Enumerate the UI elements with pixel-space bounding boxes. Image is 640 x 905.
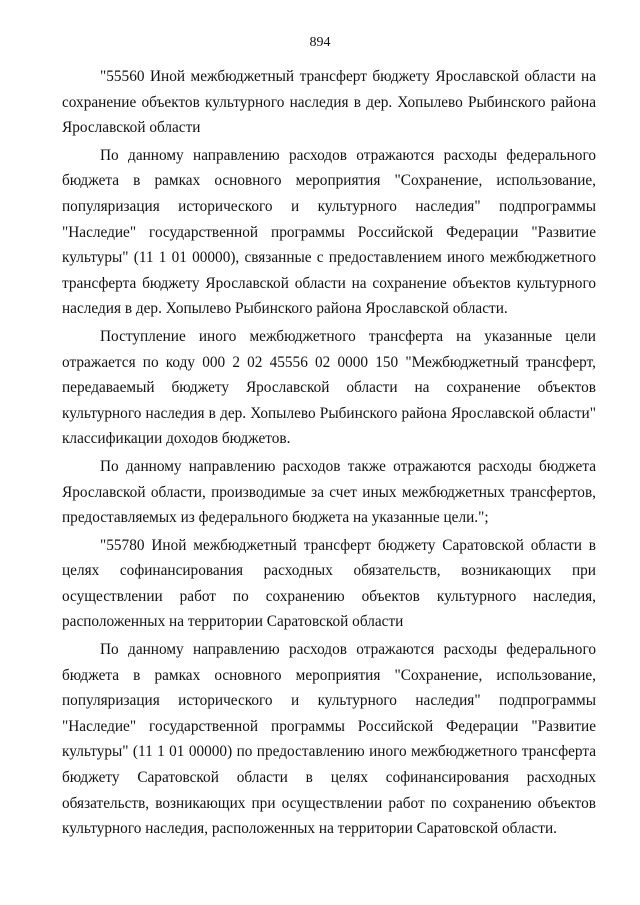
paragraph-55560-income-code: Поступление иного межбюджетного трансферта на указанные цели отражается по коду 000 2 02 45556 02 0000 150 "Межбюджетный трансферт, передаваемый бюджету Ярославской области на сохранение объектов культурного наследия в дер. Хопылево Рыбинского района Ярославской области" классификации доходов бюджетов. — [62, 327, 596, 448]
document-body — [62, 64, 596, 842]
paragraph-55780-title: "55780 Иной межбюджетный трансферт бюджету Саратовской области в целях софинансирования расходных обязательств, возникающих при осуществлении работ по сохранению объектов культурного наследия, расположенных на территории Саратовской области — [62, 536, 596, 631]
paragraph-55560-expenses: По данному направлению расходов отражаются расходы федерального бюджета в рамках основного мероприятия "Сохранение, использование, популяризация исторического и культурного наследия" подпрограммы "Наследие" государственной программы Российской Федерации "Развитие культуры" (11 1 01 00000), связанные с предоставлением иного межбюджетного трансферта бюджету Ярославской области на сохранение объектов культурного наследия в дер. Хопылево Рыбинского района Ярославской области. — [62, 146, 596, 318]
paragraph-55560-regional-expenses: По данному направлению расходов также отражаются расходы бюджета Ярославской области, производимые за счет иных межбюджетных трансфертов, предоставляемых из федерального бюджета на указанные цели."; — [62, 457, 596, 527]
page-number: 894 — [309, 35, 331, 50]
paragraph-55780-expenses: По данному направлению расходов отражаются расходы федерального бюджета в рамках основного мероприятия "Сохранение, использование, популяризация исторического и культурного наследия" подпрограммы "Наследие" государственной программы Российской Федерации "Развитие культуры" (11 1 01 00000) по предоставлению иного межбюджетного трансферта бюджету Саратовской области в целях софинансирования расходных обязательств, возникающих при осуществлении работ по сохранению объектов культурного наследия, расположенных на территории Саратовской области. — [62, 641, 596, 838]
paragraph-55560-title: "55560 Иной межбюджетный трансферт бюджету Ярославской области на сохранение объектов культурного наследия в дер. Хопылево Рыбинского района Ярославской области — [62, 68, 596, 137]
